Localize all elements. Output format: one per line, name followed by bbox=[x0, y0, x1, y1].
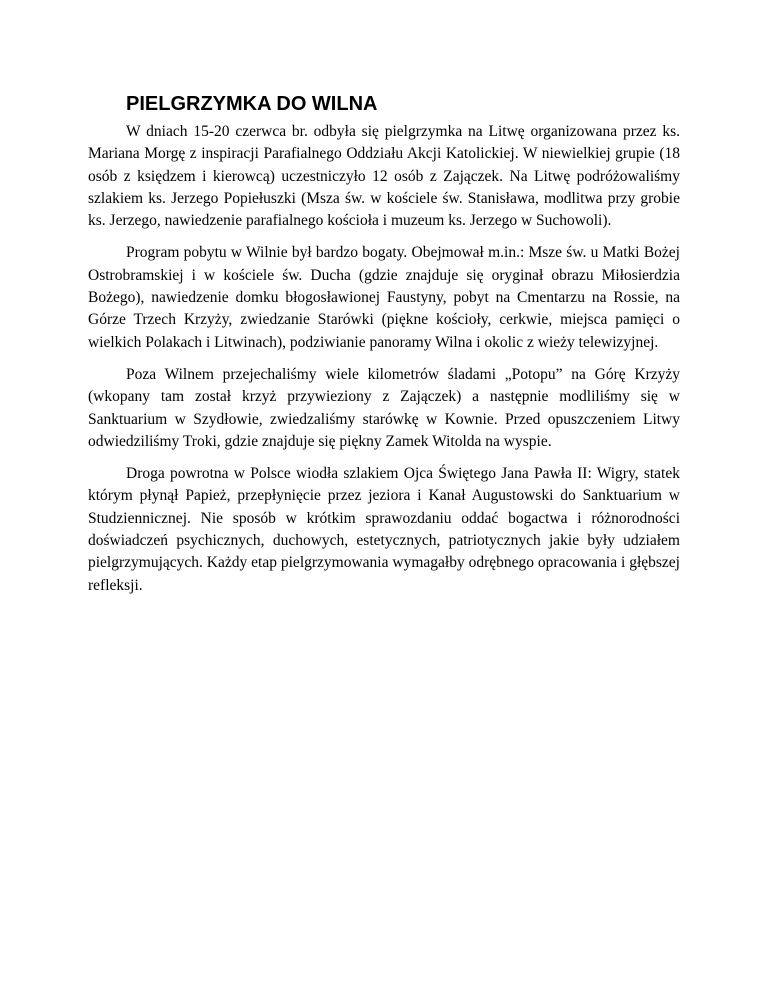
paragraph-4: Droga powrotna w Polsce wiodła szlakiem Ojca Świętego Jana Pawła II: Wigry, statek którym płynął Papież, przepłynięcie przez jeziora i Kanał Augustowski do Sanktuarium w Studziennicznej. Nie sposób w krótkim sprawozdaniu oddać bogactwa i różnorodności doświadczeń psychicznych, duchowych, estetycznych, patriotycznych jakie były udziałem pielgrzymujących. Każdy etap pielgrzymowania wymagałby odrębnego opracowania i głębszej refleksji. bbox=[88, 465, 680, 594]
paragraph-1: W dniach 15-20 czerwca br. odbyła się pielgrzymka na Litwę organizowana przez ks. Mariana Morgę z inspiracji Parafialnego Oddziału Akcji Katolickiej. W niewielkiej grupie (18 osób z księdzem i kierowcą) uczestniczyło 12 osób z Zajączek. Na Litwę podróżowaliśmy szlakiem ks. Jerzego Popiełuszki (Msza św. w kościele św. Stanisława, modlitwa przy grobie ks. Jerzego, nawiedzenie parafialnego kościoła i muzeum ks. Jerzego w Suchowoli). bbox=[88, 123, 680, 230]
paragraph-3: Poza Wilnem przejechaliśmy wiele kilometrów śladami „Potopu” na Górę Krzyży (wkopany tam został krzyż przywieziony z Zajączek) a następnie modliliśmy się w Sanktuarium w Szydłowie, zwiedzaliśmy starówkę w Kownie. Przed opuszczeniem Litwy odwiedziliśmy Troki, gdzie znajduje się piękny Zamek Witolda na wyspie. bbox=[88, 365, 680, 450]
paragraph-2: Program pobytu w Wilnie był bardzo bogaty. Obejmował m.in.: Msze św. u Matki Bożej Ostrobramskiej i w kościele św. Ducha (gdzie znajduje się oryginał obrazu Miłosierdzia Bożego), nawiedzenie domku błogosławionej Faustyny, pobyt na Cmentarzu na Rossie, na Górze Trzech Krzyży, zwiedzanie Starówki (piękne kościoły, cerkwie, miejsca pamięci o wielkich Polakach i Litwinach), podziwianie panoramy Wilna i okolic z wieży telewizyjnej. bbox=[88, 244, 680, 351]
document-body bbox=[88, 92, 680, 607]
document-title: PIELGRZYMKA DO WILNA bbox=[126, 93, 378, 115]
